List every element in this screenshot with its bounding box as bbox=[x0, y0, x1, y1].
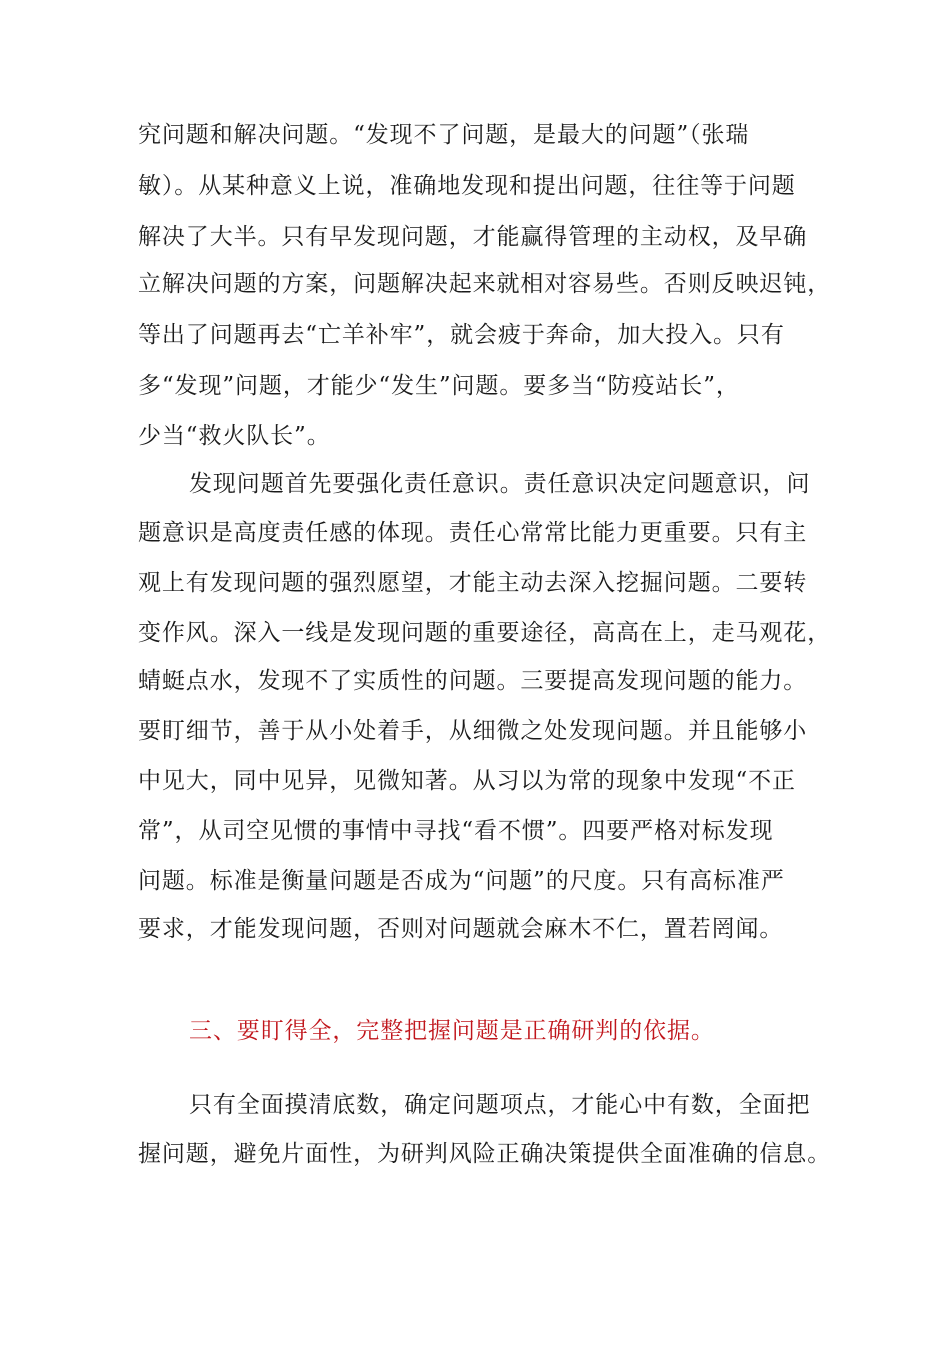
text-line: 解决了大半。只有早发现问题，才能赢得管理的主动权，及早确 bbox=[138, 224, 808, 250]
text-line: 常”，从司空见惯的事情中寻找“看不惯”。四要严格对标发现 bbox=[138, 818, 774, 844]
text-line: 题意识是高度责任感的体现。责任心常常比能力更重要。只有主 bbox=[138, 520, 808, 546]
text-line: 究问题和解决问题。“发现不了问题，是最大的问题”（张瑞 bbox=[138, 122, 750, 148]
text-line: 要求，才能发现问题，否则对问题就会麻木不仁，置若罔闻。 bbox=[138, 916, 784, 942]
text-line: 多“发现”问题，才能少“发生”问题。要多当“防疫站长”， bbox=[138, 373, 740, 399]
text-line: 变作风。深入一线是发现问题的重要途径，高高在上，走马观花， bbox=[138, 620, 832, 646]
section-heading: 三、要盯得全，完整把握问题是正确研判的依据。 bbox=[189, 1018, 715, 1044]
text-line: 等出了问题再去“亡羊补牢”，就会疲于奔命，加大投入。只有 bbox=[138, 322, 785, 348]
text-line: 要盯细节，善于从小处着手，从细微之处发现问题。并且能够小 bbox=[138, 718, 808, 744]
text-line: 少当“救火队长”。 bbox=[138, 423, 331, 449]
text-line: 敏）。从某种意义上说，准确地发现和提出问题，往往等于问题 bbox=[138, 173, 796, 199]
text-line: 蜻蜓点水，发现不了实质性的问题。三要提高发现问题的能力。 bbox=[138, 668, 808, 694]
text-line: 中见大，同中见异，见微知著。从习以为常的现象中发现“不正 bbox=[138, 768, 796, 794]
text-line: 只有全面摸清底数，确定问题项点，才能心中有数，全面把 bbox=[189, 1092, 811, 1118]
text-line: 立解决问题的方案，问题解决起来就相对容易些。否则反映迟钝， bbox=[138, 271, 832, 297]
text-line: 握问题，避免片面性，为研判风险正确决策提供全面准确的信息。 bbox=[138, 1141, 832, 1167]
text-line: 观上有发现问题的强烈愿望，才能主动去深入挖掘问题。二要转 bbox=[138, 570, 808, 596]
text-line: 问题。标准是衡量问题是否成为“问题”的尺度。只有高标准严 bbox=[138, 868, 785, 894]
text-line: 发现问题首先要强化责任意识。责任意识决定问题意识，问 bbox=[189, 471, 811, 497]
